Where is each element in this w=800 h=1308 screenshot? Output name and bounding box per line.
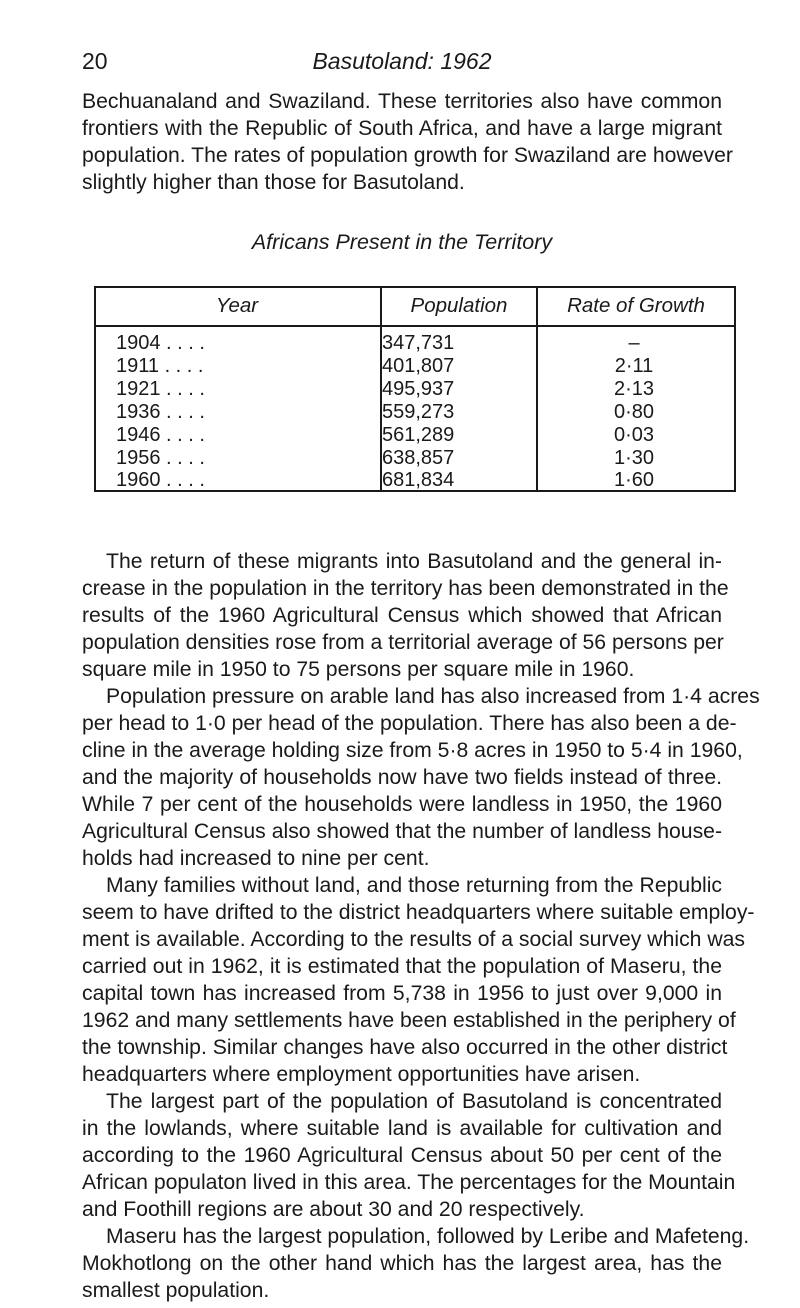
table-title: Africans Present in the Territory xyxy=(251,230,553,254)
text-line: cline in the average holding size from 5·8 acres in 1950 to 5·4 in 1960, xyxy=(82,739,743,762)
text-line: and Foothill regions are about 30 and 20 respectively. xyxy=(82,1198,585,1221)
text-line: crease in the population in the territory has been demonstrated in the xyxy=(82,577,729,600)
text-line: Maseru has the largest population, followed by Leribe and Mafeteng. xyxy=(106,1225,750,1248)
body-text xyxy=(82,548,760,1304)
text-line: the township. Similar changes have also occurred in the other district xyxy=(82,1036,728,1059)
text-line: African populaton lived in this area. The percentages for the Mountain xyxy=(82,1171,736,1194)
year-cell: 1960 . . . . xyxy=(116,469,205,491)
year-cell: 1911 . . . . xyxy=(116,355,204,377)
table-right-rule xyxy=(734,286,736,491)
page-number: 20 xyxy=(82,48,108,74)
column-header-year: Year xyxy=(215,294,259,317)
rate-cell: 2·11 xyxy=(614,355,654,377)
text-line: While 7 per cent of the households were landless in 1950, the 1960 xyxy=(82,793,722,816)
text-line: Many families without land, and those returning from the Republic xyxy=(106,874,722,897)
page-header xyxy=(82,48,722,84)
rate-cell: 0·03 xyxy=(613,424,655,446)
text-line: Bechuanaland and Swaziland. These territories also have common xyxy=(82,90,722,113)
text-line: frontiers with the Republic of South Africa, and have a large migrant xyxy=(82,117,722,140)
text-line: results of the 1960 Agricultural Census which showed that African xyxy=(82,604,722,627)
text-line: population densities rose from a territorial average of 56 persons per xyxy=(82,631,724,654)
text-line: and the majority of households now have two fields instead of three. xyxy=(82,766,722,789)
rate-cell: 2·13 xyxy=(613,378,655,400)
year-cell: 1921 . . . . xyxy=(116,378,205,400)
population-cell: 681,834 xyxy=(382,469,455,491)
text-line: carried out in 1962, it is estimated that the population of Maseru, the xyxy=(82,955,722,978)
rate-cell: 1·30 xyxy=(613,447,655,469)
year-cell: 1956 . . . . xyxy=(116,447,205,469)
population-table xyxy=(94,286,736,492)
year-cell: 1904 . . . . xyxy=(116,332,205,354)
text-line: The return of these migrants into Basutoland and the general in- xyxy=(106,550,722,573)
population-cell: 559,273 xyxy=(382,401,455,423)
population-cell: 638,857 xyxy=(382,447,455,469)
text-line: ment is available. According to the results of a social survey which was xyxy=(82,928,746,951)
text-line: seem to have drifted to the district headquarters where suitable employ- xyxy=(82,901,755,924)
text-line: smallest population. xyxy=(82,1279,270,1302)
text-line: per head to 1·0 per head of the population. There has also been a de- xyxy=(82,712,737,735)
year-cell: 1936 . . . . xyxy=(116,401,205,423)
population-cell: 347,731 xyxy=(382,332,455,354)
text-line: Population pressure on arable land has also increased from 1·4 acres xyxy=(106,685,760,708)
text-line: holds had increased to nine per cent. xyxy=(82,847,430,870)
text-line: according to the 1960 Agricultural Census about 50 per cent of the xyxy=(82,1144,722,1167)
text-line: in the lowlands, where suitable land is available for cultivation and xyxy=(82,1117,722,1140)
text-line: slightly higher than those for Basutoland. xyxy=(82,171,465,194)
running-title: Basutoland: 1962 xyxy=(312,48,492,74)
year-cell: 1946 . . . . xyxy=(116,424,205,446)
population-cell: 495,937 xyxy=(382,378,455,400)
column-header-rate: Rate of Growth xyxy=(567,294,705,317)
text-line: Mokhotlong on the other hand which has the largest area, has the xyxy=(82,1252,722,1275)
text-line: 1962 and many settlements have been established in the periphery of xyxy=(82,1009,736,1032)
text-line: population. The rates of population growth for Swaziland are however xyxy=(82,144,733,167)
rate-cell: 1·60 xyxy=(613,469,655,491)
rate-cell: – xyxy=(628,332,640,354)
text-line: headquarters where employment opportunities have arisen. xyxy=(82,1063,641,1086)
text-line: capital town has increased from 5,738 in 1956 to just over 9,000 in xyxy=(82,982,722,1005)
population-cell: 401,807 xyxy=(382,355,455,377)
text-line: The largest part of the population of Basutoland is concentrated xyxy=(106,1090,722,1113)
rate-cell: 0·80 xyxy=(613,401,655,423)
intro-paragraph xyxy=(82,88,733,196)
population-cell: 561,289 xyxy=(382,424,455,446)
text-line: Agricultural Census also showed that the number of landless house- xyxy=(82,820,722,843)
column-header-population: Population xyxy=(410,294,508,317)
text-line: square mile in 1950 to 75 persons per square mile in 1960. xyxy=(82,658,635,681)
